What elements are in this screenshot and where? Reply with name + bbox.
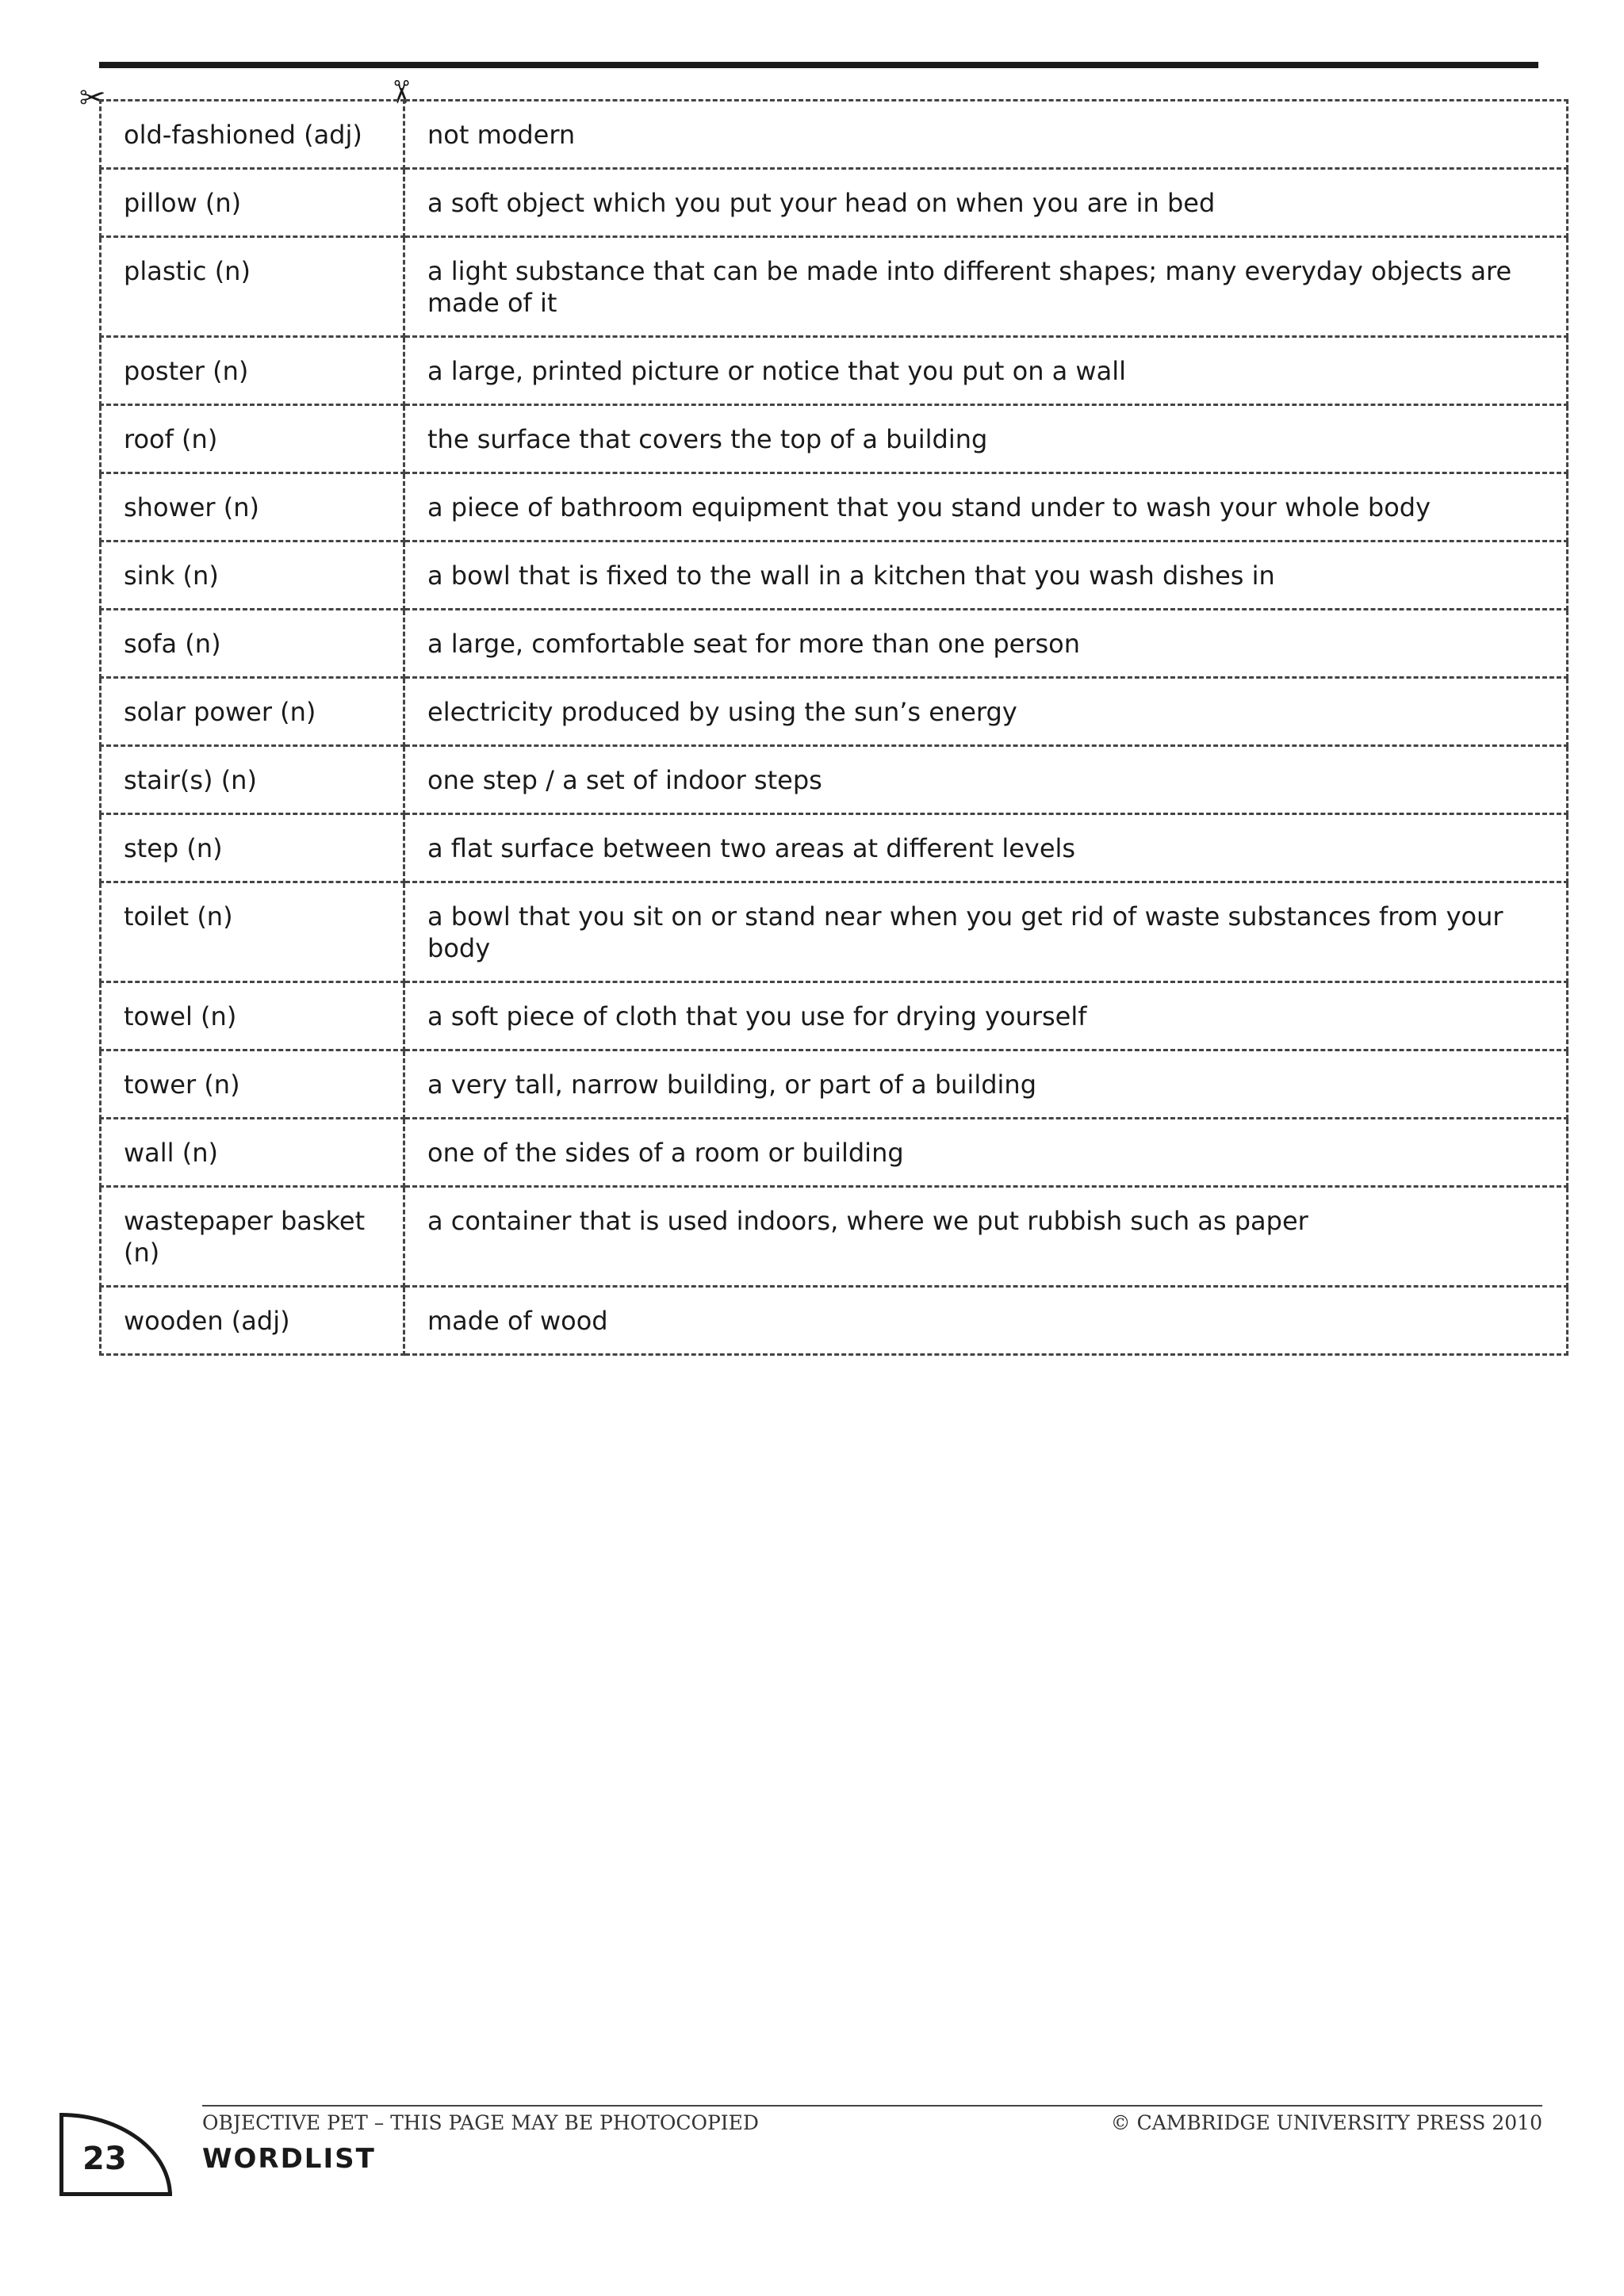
table-row — [101, 101, 1568, 169]
word-cell: old-fashioned (adj) — [101, 101, 404, 169]
definition-cell — [404, 237, 1568, 337]
table-row — [101, 337, 1568, 405]
definition-cell: a large, comfortable seat for more than one person — [404, 610, 1568, 678]
section-label: WORDLIST — [202, 2143, 376, 2175]
definition-cell: a bowl that is fixed to the wall in a kitchen that you wash dishes in — [404, 541, 1568, 610]
definition-cell: electricity produced by using the sun’s energy — [404, 678, 1568, 746]
table-row — [101, 1287, 1568, 1355]
definition-cell: a container that is used indoors, where we put rubbish such as paper — [404, 1187, 1568, 1287]
word-cell: sofa (n) — [101, 610, 404, 678]
scissors-icon: ✂ — [381, 78, 419, 105]
table-row — [101, 678, 1568, 746]
definition-cell: a very tall, narrow building, or part of a building — [404, 1050, 1568, 1119]
table-row — [101, 982, 1568, 1050]
word-cell: poster (n) — [101, 337, 404, 405]
table-row — [101, 1187, 1568, 1287]
definition-cell: a soft object which you put your head on when you are in bed — [404, 169, 1568, 237]
word-cell: towel (n) — [101, 982, 404, 1050]
footer-rule — [202, 2105, 1542, 2107]
table-row — [101, 405, 1568, 473]
table-row — [101, 237, 1568, 337]
definition-cell: one of the sides of a room or building — [404, 1119, 1568, 1187]
word-cell: solar power (n) — [101, 678, 404, 746]
word-cell: stair(s) (n) — [101, 746, 404, 814]
word-cell: toilet (n) — [101, 882, 404, 982]
wordlist-table — [99, 99, 1568, 1356]
table-row — [101, 1119, 1568, 1187]
word-cell: sink (n) — [101, 541, 404, 610]
word-cell: step (n) — [101, 814, 404, 882]
definition-cell: a soft piece of cloth that you use for drying yourself — [404, 982, 1568, 1050]
footer-copyright-notice: OBJECTIVE PET – THIS PAGE MAY BE PHOTOCOPIED — [202, 2111, 759, 2134]
word-cell: roof (n) — [101, 405, 404, 473]
definition-cell: made of wood — [404, 1287, 1568, 1355]
definition-cell: not modern — [404, 101, 1568, 169]
definition-line: a light substance that can be made into different shapes; many everyday objects are — [427, 256, 1512, 286]
word-cell: tower (n) — [101, 1050, 404, 1119]
word-cell: shower (n) — [101, 473, 404, 541]
table-row — [101, 1050, 1568, 1119]
word-cell: pillow (n) — [101, 169, 404, 237]
definition-cell: a piece of bathroom equipment that you stand under to wash your whole body — [404, 473, 1568, 541]
table-row — [101, 610, 1568, 678]
word-cell: wall (n) — [101, 1119, 404, 1187]
word-cell: wooden (adj) — [101, 1287, 404, 1355]
definition-cell: the surface that covers the top of a building — [404, 405, 1568, 473]
definition-cell: a bowl that you sit on or stand near when you get rid of waste substances from your body — [404, 882, 1568, 982]
definition-cell: a large, printed picture or notice that you put on a wall — [404, 337, 1568, 405]
table-row — [101, 814, 1568, 882]
definition-cell: a flat surface between two areas at different levels — [404, 814, 1568, 882]
page-number: 23 — [82, 2141, 127, 2177]
table-row — [101, 169, 1568, 237]
table-row — [101, 882, 1568, 982]
scissors-icon: ✂ — [79, 80, 106, 117]
definition-line: made of it — [427, 288, 557, 318]
table-row — [101, 473, 1568, 541]
definition-cell: one step / a set of indoor steps — [404, 746, 1568, 814]
word-cell: plastic (n) — [101, 237, 404, 337]
footer-publisher: © CAMBRIDGE UNIVERSITY PRESS 2010 — [1110, 2111, 1542, 2134]
table-row — [101, 746, 1568, 814]
word-cell: wastepaper basket (n) — [101, 1187, 404, 1287]
top-rule — [99, 62, 1538, 68]
table-row — [101, 541, 1568, 610]
